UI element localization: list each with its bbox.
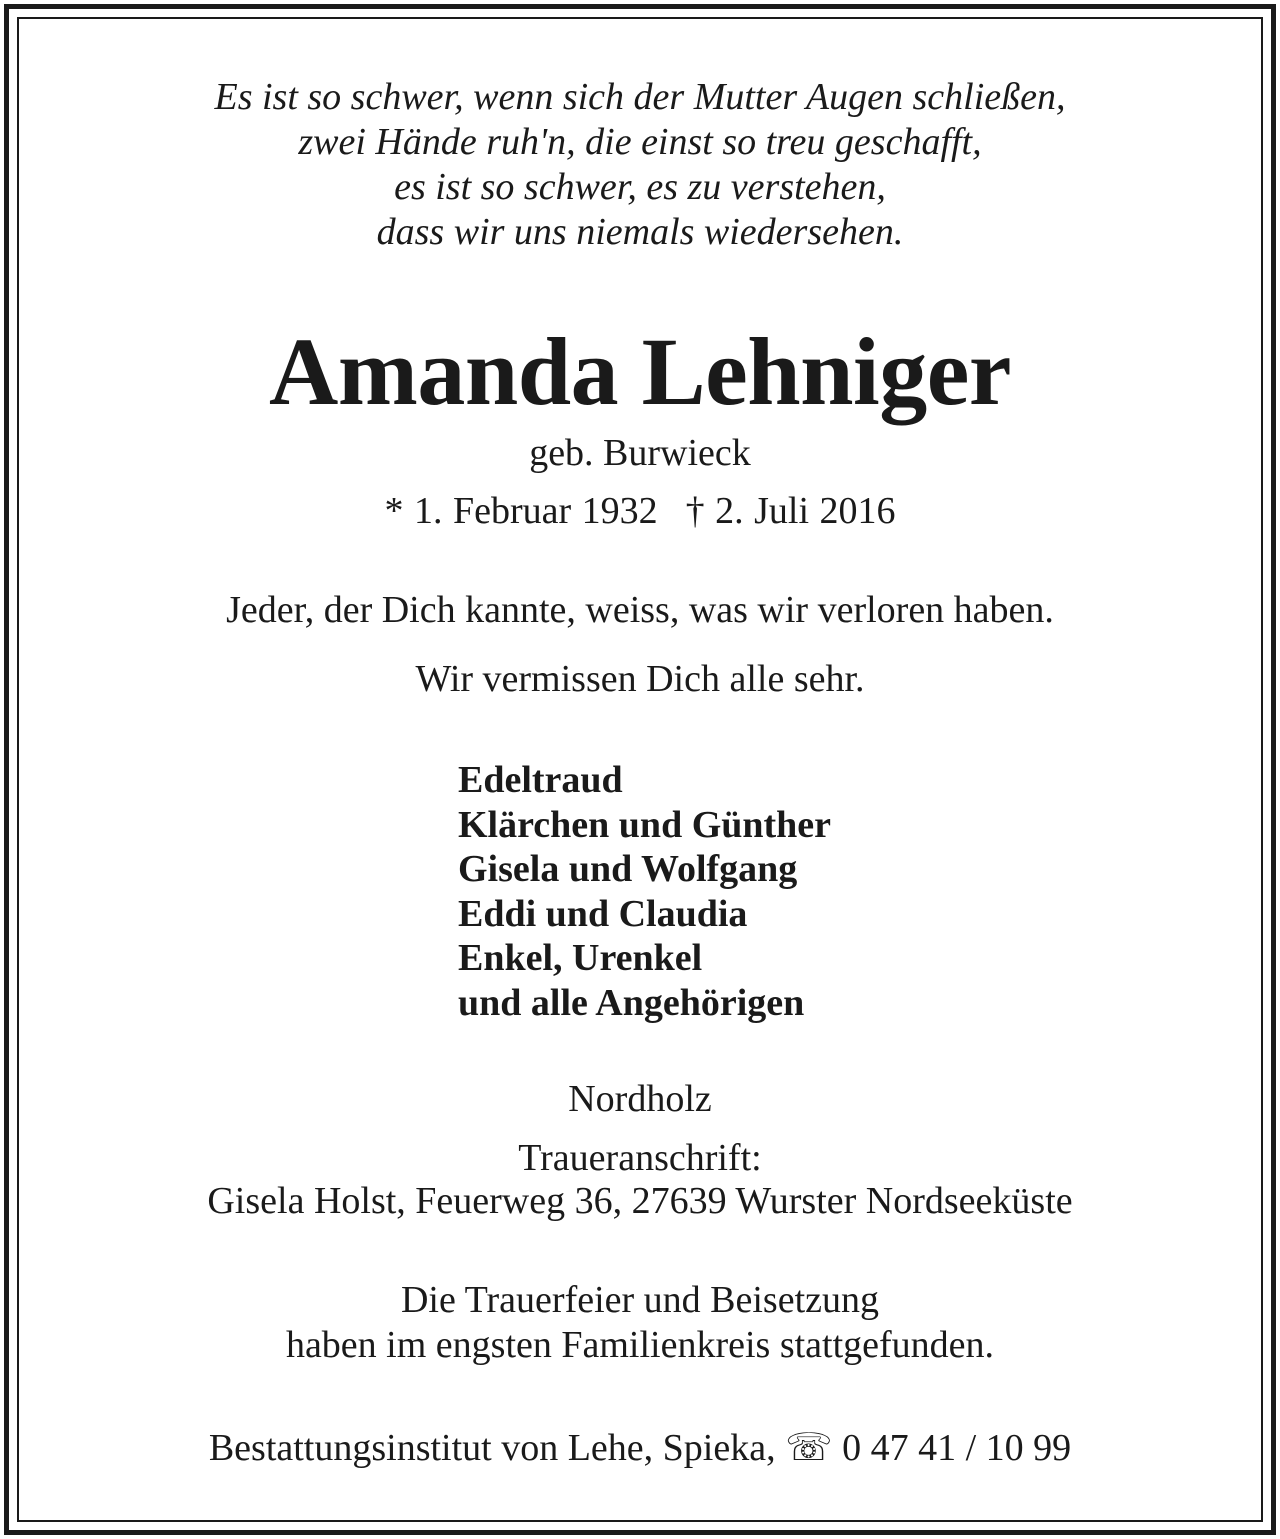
family-member: Eddi und Claudia (458, 892, 748, 935)
poem-line-2: zwei Hände ruh'n, die einst so treu geschafft, (298, 121, 982, 163)
birth-date: * 1. Februar 1932 (384, 490, 658, 532)
family-member: Enkel, Urenkel (458, 937, 703, 979)
message-line-2: Wir vermissen Dich alle sehr. (415, 658, 865, 700)
poem-line-4: dass wir uns niemals wiedersehen. (376, 211, 904, 253)
life-dates (0, 492, 1280, 530)
place: Nordholz (568, 1078, 712, 1120)
poem-line-1: Es ist so schwer, wenn sich der Mutter Augen schließen, (214, 76, 1066, 118)
family-member: und alle Angehörigen (458, 981, 805, 1024)
ceremony-line-1: Die Trauerfeier und Beisetzung (400, 1279, 880, 1321)
ceremony-line-2: haben im engsten Familienkreis stattgefunden. (285, 1324, 995, 1366)
poem-line-3: es ist so schwer, es zu verstehen, (394, 166, 886, 208)
funeral-home: Bestattungsinstitut von Lehe, Spieka, ☏ 0 47 41 / 10 99 (208, 1427, 1072, 1469)
address-label: Traueranschrift: (518, 1137, 762, 1179)
family-member: Edeltraud (458, 759, 623, 801)
family-member: Klärchen und Günther (458, 803, 832, 846)
family-member: Gisela und Wolfgang (458, 848, 798, 890)
address-value: Gisela Holst, Feuerweg 36, 27639 Wurster Nordseeküste (207, 1180, 1073, 1222)
deceased-name: Amanda Lehniger (269, 318, 1011, 425)
family-list (458, 758, 831, 1025)
death-date: † 2. Juli 2016 (685, 490, 896, 532)
maiden-name: geb. Burwieck (529, 432, 751, 474)
message-line-1: Jeder, der Dich kannte, weiss, was wir verloren haben. (226, 589, 1054, 631)
